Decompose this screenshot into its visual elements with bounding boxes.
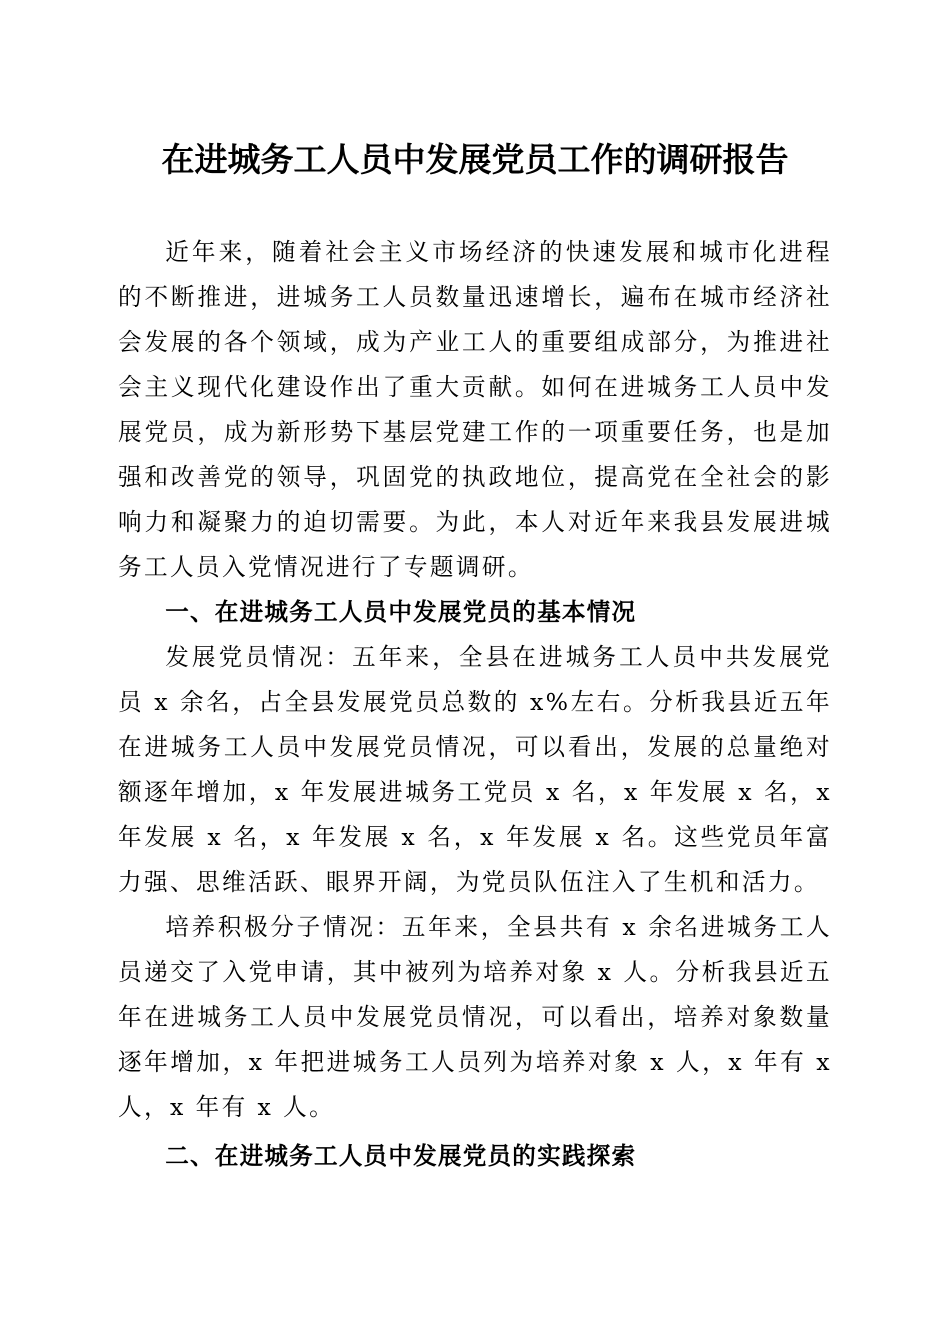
section-heading-2: 二、在进城务工人员中发展党员的实践探索 bbox=[165, 1142, 637, 1170]
paragraph-activist-training: 培养积极分子情况：五年来，全县共有 x 余名进城务工人员递交了入党申请，其中被列为培养对象 x 人。分析我县近五年在进城务工人员中发展党员情况，可以看出，培养对象数量逐年增加，x 年把进城务工人员列为培养对象 x 人，x 年有 x 人，x 年有 x 人。 bbox=[118, 913, 832, 1121]
section-heading-1: 一、在进城务工人员中发展党员的基本情况 bbox=[165, 598, 637, 626]
paragraph-member-development: 发展党员情况：五年来，全县在进城务工人员中共发展党员 x 余名，占全县发展党员总数的 x%左右。分析我县近五年在进城务工人员中发展党员情况，可以看出，发展的总量绝对额逐年增加，x 年发展进城务工党员 x 名，x 年发展 x 名，x 年发展 x 名，x 年发展 x 名，x 年发展 x 名。这些党员年富力强、思维活跃、眼界开阔，为党员队伍注入了生机和活力。 bbox=[118, 643, 832, 896]
paragraph-intro: 近年来，随着社会主义市场经济的快速发展和城市化进程的不断推进，进城务工人员数量迅速增长，遍布在城市经济社会发展的各个领域，成为产业工人的重要组成部分，为推进社会主义现代化建设作出了重大贡献。如何在进城务工人员中发展党员，成为新形势下基层党建工作的一项重要任务，也是加强和改善党的领导，巩固党的执政地位，提高党在全社会的影响力和凝聚力的迫切需要。为此，本人对近年来我县发展进城务工人员入党情况进行了专题调研。 bbox=[118, 238, 832, 581]
document-title: 在进城务工人员中发展党员工作的调研报告 bbox=[161, 140, 789, 179]
document-body bbox=[118, 230, 832, 1179]
